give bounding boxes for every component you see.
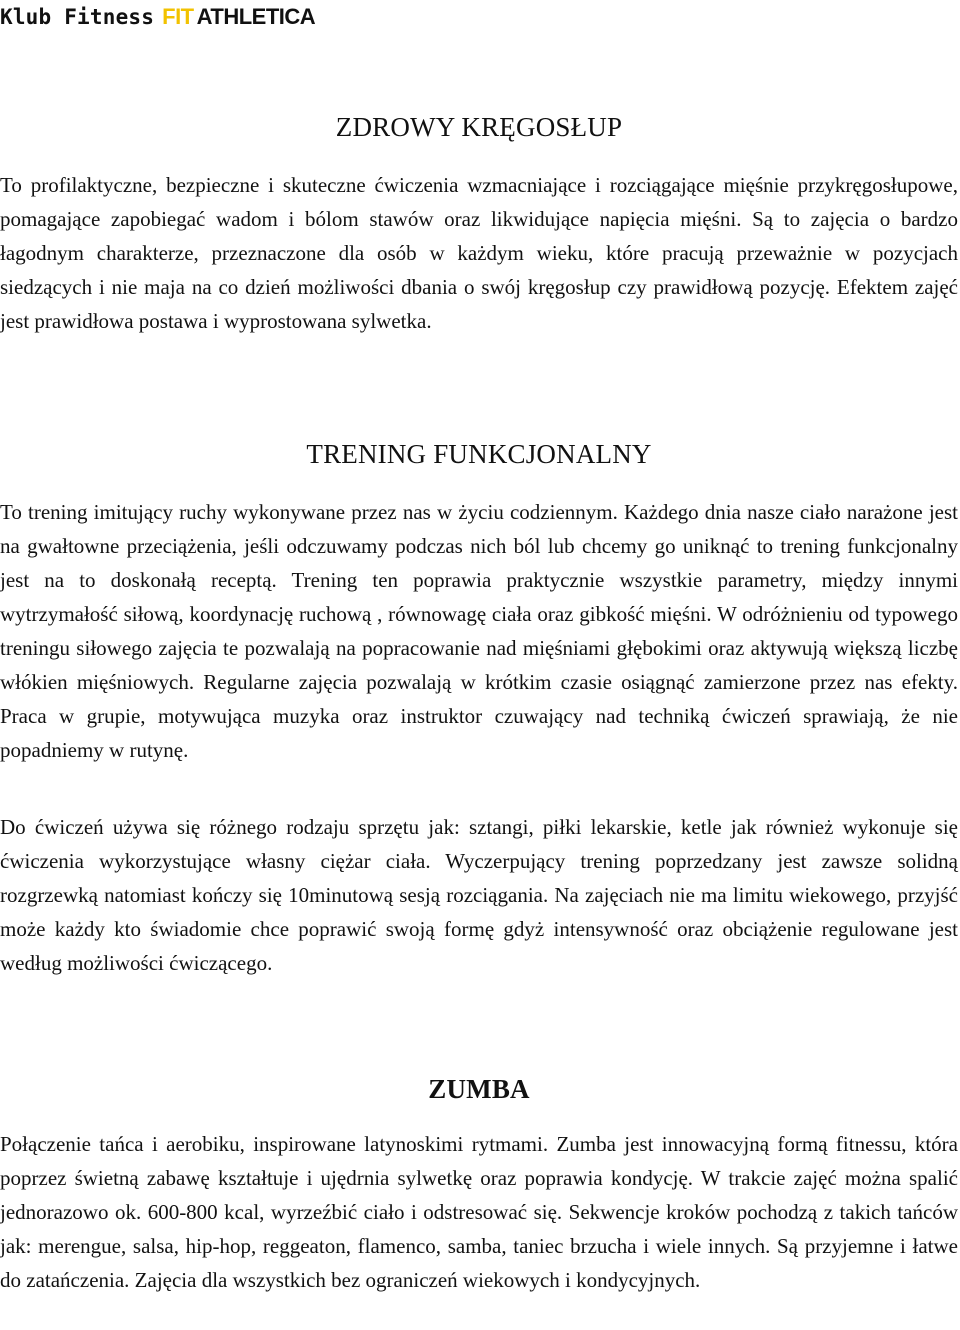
club-name: Klub Fitness bbox=[0, 5, 155, 29]
section-paragraph: To profilaktyczne, bezpieczne i skuteczne ćwiczenia wzmacniające i rozciągające mięśnie przykręgosłupowe, pomagające zapobiegać wadom i bólom stawów oraz likwidujące napięcia mięśni. Są to zajęcia o bardzo łagodnym charakterze, przeznaczone dla osób w każdym wieku, które pracują przeważnie w pozycjach siedzących i nie maja na co dzień możliwości dbania o swój kręgosłup czy prawidłową pozycję. Efektem zajęć jest prawidłowa postawa i wyprostowana sylwetka. bbox=[0, 173, 958, 333]
section-paragraph: Połączenie tańca i aerobiku, inspirowane latynoskimi rytmami. Zumba jest innowacyjną formą fitnessu, która poprzez świetną zabawę kształtuje i ujędrnia sylwetkę oraz poprawia kondycję. W trakcie zajęć można spalić jednorazowo ok. 600-800 kcal, wyrzeźbić ciało i odstresować się. Sekwencje kroków pochodzą z takich tańców jak: merengue, salsa, hip-hop, reggeaton, flamenco, samba, taniec brzucha i wiele innych. Są przyjemne i łatwe do zatańczenia. Zajęcia dla wszystkich bez ograniczeń wiekowych i kondycyjnych. bbox=[0, 1132, 958, 1292]
brand-fit: FIT bbox=[162, 4, 194, 29]
section-paragraph: Do ćwiczeń używa się różnego rodzaju sprzętu jak: sztangi, piłki lekarskie, ketle jak również wykonuje się ćwiczenia wykorzystujące własny ciężar ciała. Wyczerpujący trening poprzedzany jest zawsze solidną rozgrzewką natomiast kończy się 10minutową sesją rozciągania. Na zajęciach nie ma limitu wiekowego, przyjść może każdy kto świadomie chce poprawić swoją formę gdyż intensywność oraz obciążenie regulowane jest według możliwości ćwiczącego. bbox=[0, 815, 958, 975]
section-title-zumba: ZUMBA bbox=[428, 1074, 530, 1104]
section-title-zdrowy-kregoslup: ZDROWY KRĘGOSŁUP bbox=[335, 112, 623, 142]
page-header bbox=[0, 0, 315, 34]
section-title-trening-funkcjonalny: TRENING FUNKCJONALNY bbox=[306, 439, 652, 469]
section-paragraph: To trening imitujący ruchy wykonywane przez nas w życiu codziennym. Każdego dnia nasze ciało narażone jest na gwałtowne przeciążenia, jeśli odczuwamy podczas nich ból lub chcemy go uniknąć to trening funkcjonalny jest na to doskonałą receptą. Trening ten poprawia praktycznie wszystkie parametry, między innymi wytrzymałość siłową, koordynację ruchową , równowagę ciała oraz gibkość mięśni. W odróżnieniu od typowego treningu siłowego zajęcia te pozwalają na popracowanie nad mięśniami głębokimi oraz aktywują większą liczbę włókien mięśniowych. Regularne zajęcia pozwalają w krótkim czasie osiągnąć zamierzone przez nas efekty. Praca w grupie, motywująca muzyka oraz instruktor czuwający nad techniką ćwiczeń sprawiają, że nie popadniemy w rutynę. bbox=[0, 500, 958, 762]
brand-athletica: ATHLETICA bbox=[196, 4, 316, 29]
